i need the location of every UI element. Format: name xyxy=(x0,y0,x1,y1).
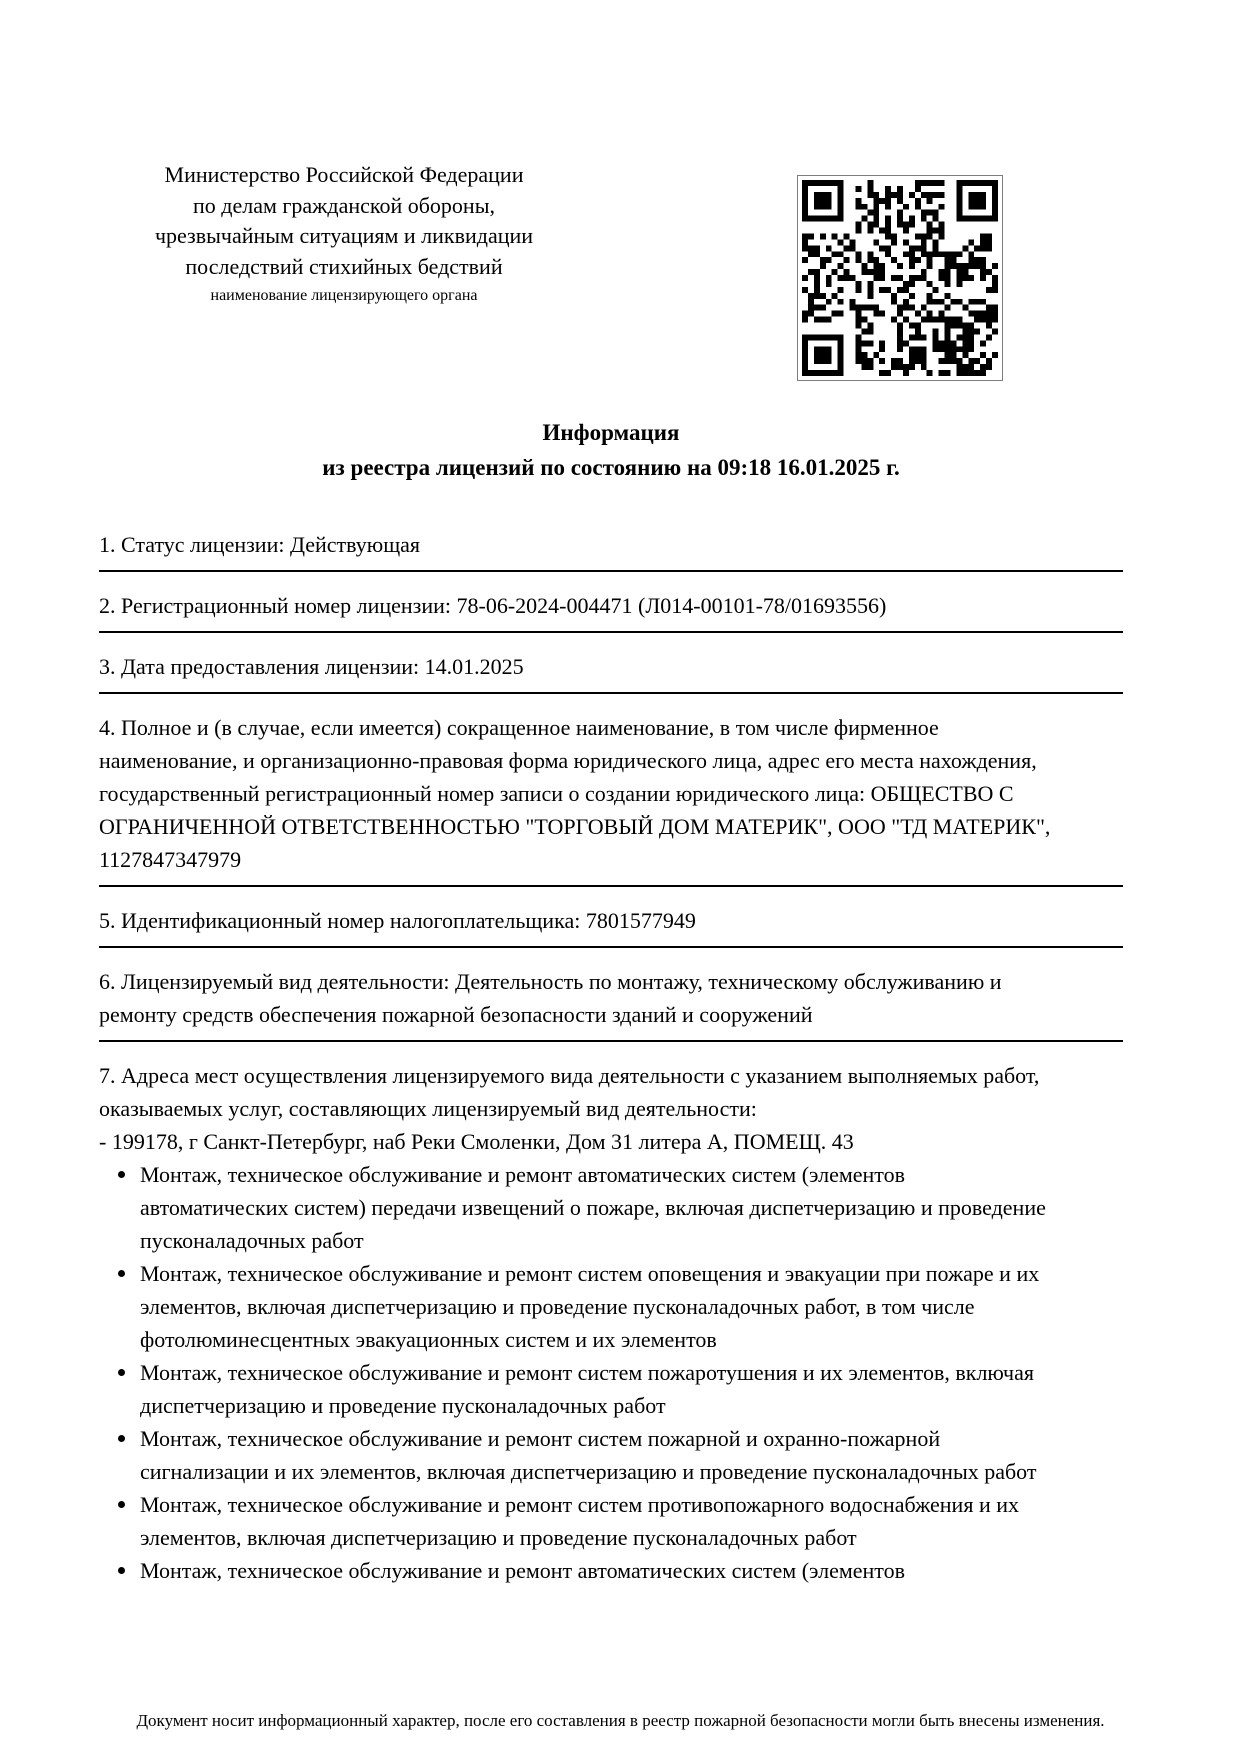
field-taxpayer-inn: 5. Идентификационный номер налогоплательщика: 7801577949 xyxy=(99,904,1123,948)
ministry-line: по делам гражданской обороны, xyxy=(193,192,495,218)
field-licensed-activity: 6. Лицензируемый вид деятельности: Деятельность по монтажу, техническому обслуживанию и ремонту средств обеспечения пожарной безопасности зданий и сооружений xyxy=(99,965,1123,1042)
ministry-caption: наименование лицензирующего органа xyxy=(210,287,478,304)
ministry-line: последствий стихийных бедствий xyxy=(185,253,503,279)
ministry-line: чрезвычайным ситуациям и ликвидации xyxy=(154,223,534,248)
field-registration-number: 2. Регистрационный номер лицензии: 78-06-2024-004471 (Л014-00101-78/01693556) xyxy=(99,589,1123,633)
work-item: Монтаж, техническое обслуживание и ремонт систем оповещения и эвакуации при пожаре и их элементов, включая диспетчеризацию и проведение пусконаладочных работ, в том числе фотолюминесцентных эвакуационных систем и их элементов xyxy=(99,1257,1123,1356)
field-grant-date: 3. Дата предоставления лицензии: 14.01.2025 xyxy=(99,650,1123,694)
address-line: - 199178, г Санкт-Петербург, наб Реки Смоленки, Дом 31 литера А, ПОМЕЩ. 43 xyxy=(99,1129,854,1154)
bullet-icon xyxy=(118,1171,125,1178)
document-title-block xyxy=(99,412,1123,485)
licensing-authority-name xyxy=(99,160,589,309)
field-legal-entity-name: 4. Полное и (в случае, если имеется) сокращенное наименование, в том числе фирменное наименование, и организационно-правовая форма юридического лица, адрес его места нахождения, государственный регистрационный номер записи о создании юридического лица: ОБЩЕСТВО С ОГРАНИЧЕННОЙ ОТВЕТСТВЕННОСТЬЮ "ТОРГОВЫЙ ДОМ МАТЕРИК", ООО "ТД МАТЕРИК", 1127847347979 xyxy=(99,711,1123,887)
document-title: Информация xyxy=(542,420,680,445)
work-item: Монтаж, техническое обслуживание и ремонт автоматических систем (элементов автоматических систем) передачи извещений о пожаре, включая диспетчеризацию и проведение пусконаладочных работ xyxy=(99,1158,1123,1257)
footer-note: Документ носит информационный характер, после его составления в реестр пожарной безопасности могли быть внесены изменения. xyxy=(136,1711,1105,1730)
work-item: Монтаж, техническое обслуживание и ремонт систем противопожарного водоснабжения и их элементов, включая диспетчеризацию и проведение пусконаладочных работ xyxy=(99,1488,1123,1554)
work-item: Монтаж, техническое обслуживание и ремонт систем пожаротушения и их элементов, включая диспетчеризацию и проведение пусконаладочных работ xyxy=(99,1356,1123,1422)
field-license-status: 1. Статус лицензии: Действующая xyxy=(99,528,1123,572)
qr-code-icon xyxy=(797,175,1003,381)
works-list xyxy=(99,1158,1123,1587)
field-activity-addresses: 7. Адреса мест осуществления лицензируемого вида деятельности с указанием выполняемых работ, оказываемых услуг, составляющих лицензируемый вид деятельности: xyxy=(99,1063,1040,1121)
document-header xyxy=(0,0,1241,412)
bullet-icon xyxy=(118,1270,125,1277)
bullet-icon xyxy=(118,1567,125,1574)
document-subtitle: из реестра лицензий по состоянию на 09:18 16.01.2025 г. xyxy=(322,455,900,480)
ministry-line: Министерство Российской Федерации xyxy=(164,162,524,187)
bullet-icon xyxy=(118,1501,125,1508)
work-item: Монтаж, техническое обслуживание и ремонт систем пожарной и охранно-пожарной сигнализации и их элементов, включая диспетчеризацию и проведение пусконаладочных работ xyxy=(99,1422,1123,1488)
work-item: Монтаж, техническое обслуживание и ремонт автоматических систем (элементов xyxy=(99,1554,1123,1587)
bullet-icon xyxy=(118,1369,125,1376)
bullet-icon xyxy=(118,1435,125,1442)
document-body xyxy=(99,485,1123,1587)
